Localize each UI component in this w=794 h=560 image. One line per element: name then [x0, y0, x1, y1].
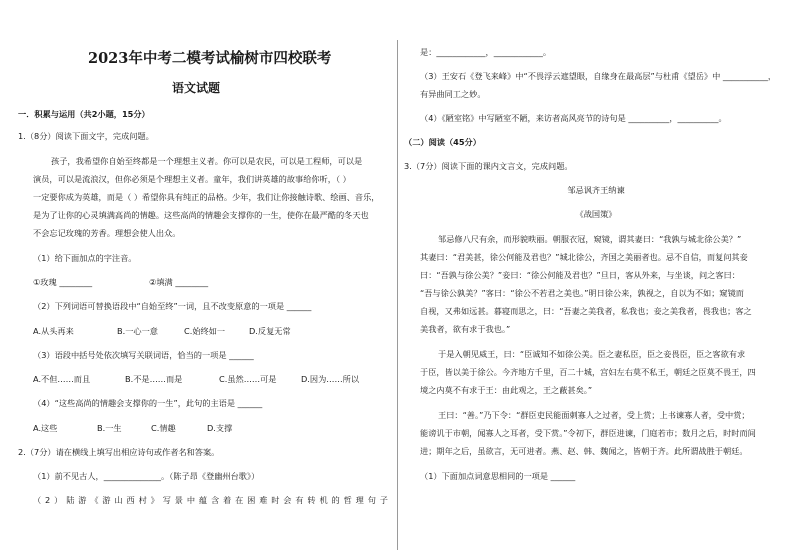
q1-2-prompt: （2）下列词语可替换语段中“自始至终”一词，且不改变原意的一项是 ______ [33, 301, 312, 311]
q1-3-option-c: C.虽然……可是 [219, 374, 277, 384]
story-para1-line4: “吾与徐公孰美？”客曰：“徐公不若君之美也。”明日徐公来，孰视之，自以为不如；窥镜而 [420, 288, 744, 298]
q2-intro: 2.（7分）请在横线上填写出相应诗句或作者名和答案。 [18, 447, 220, 457]
story-para3-line1: 王曰：“善。”乃下令：“群臣吏民能面刺寡人之过者，受上赏；上书谏寡人者，受中赏； [438, 410, 750, 420]
q1-4-prompt: （4）“这些高尚的情趣会支撑你的一生”，此句的主语是 ______ [33, 398, 263, 408]
q1-4-option-c: C.情趣 [151, 423, 176, 433]
story-para1-line6: 美我者，欲有求于我也。” [420, 324, 511, 334]
q3-1-prompt: （1）下面加点词意思相同的一项是 ______ [420, 471, 576, 481]
q2-2-answer-line: 是：____________，____________。 [420, 47, 552, 57]
right-column [398, 0, 794, 560]
passage-line-4: 是为了让你的心灵填满高尚的情趣。这些高尚的情趣会支撑你的一生，使你在最严酷的冬天也 [33, 210, 369, 220]
q1-1-answer-b: ②填满 ________ [149, 277, 209, 287]
q3-intro: 3.（7分）阅读下面的课内文言文，完成问题。 [404, 161, 573, 171]
q1-4-option-d: D.支撑 [207, 423, 233, 433]
q1-3-option-d: D.因为……所以 [301, 374, 360, 384]
q1-2-option-b: B.一心一意 [117, 326, 158, 336]
q1-2-option-a: A.从头再来 [33, 326, 74, 336]
passage-line-2: 演员，可以是流浪汉，但你必须是个理想主义者。童年，我们讲英雄的故事给你听，（ ） [33, 174, 351, 184]
passage-line-1: 孩子，我希望你自始至终都是一个理想主义者。你可以是农民，可以是工程师，可以是 [51, 156, 363, 166]
story-title: 邹忌讽齐王纳谏 [567, 185, 625, 195]
story-para3-line2: 能谤讥于市朝，闻寡人之耳者，受下赏。”令初下，群臣进谏，门庭若市；数月之后，时时而间 [420, 428, 756, 438]
q1-2-option-c: C.始终如一 [184, 326, 226, 336]
story-source: 《战国策》 [575, 209, 617, 219]
q1-3-option-b: B.不是……而是 [125, 374, 183, 384]
exam-subtitle: 语文试题 [172, 81, 221, 95]
section-2-heading: （二）阅读（45分） [404, 137, 481, 147]
q1-3-option-a: A.不但……而且 [33, 374, 91, 384]
story-para3-line3: 进；期年之后，虽欲言，无可进者。燕、赵、韩、魏闻之，皆朝于齐。此所谓战胜于朝廷。 [420, 446, 748, 456]
section-1-heading: 一．积累与运用（共2小题，15分） [18, 109, 150, 119]
story-para2-line3: 境之内莫不有求于王：由此观之，王之蔽甚矣。” [420, 385, 593, 395]
story-para1-line2: 其妻曰：“君美甚，徐公何能及君也？”城北徐公，齐国之美丽者也。忌不自信，而复问其妾 [420, 252, 748, 262]
q1-3-prompt: （3）语段中括号处依次填写关联词语，恰当的一项是 ______ [33, 350, 254, 360]
exam-title: 2023年中考二模考试榆树市四校联考 [88, 50, 332, 67]
q2-3-prompt: （3）王安石《登飞来峰》中“不畏浮云遮望眼，自缘身在最高层”与杜甫《望岳》中 ___________， [420, 71, 777, 81]
story-para2-line1: 于是入朝见威王，曰：“臣诚知不如徐公美。臣之妻私臣，臣之妾畏臣，臣之客欲有求 [438, 349, 746, 359]
q1-4-option-b: B.一生 [97, 423, 122, 433]
q1-2-option-d: D.反复无常 [249, 326, 291, 336]
q2-2-prompt: （2）陆游《游山西村》写景中蕴含着在困难时会有转机的哲理句子 [33, 495, 388, 505]
q2-1-prompt: （1）前不见古人，______________。（陈子昂《登幽州台歌》） [33, 471, 260, 481]
q1-1-answer-a: ①玫瑰 ________ [33, 277, 93, 287]
q1-1-prompt: （1）给下面加点的字注音。 [33, 253, 137, 263]
story-para2-line2: 于臣，皆以美于徐公。今齐地方千里，百二十城，宫妇左右莫不私王，朝廷之臣莫不畏王，四 [420, 367, 756, 377]
q2-4-prompt: （4）《陋室铭》中写陋室不陋，来访者高风亮节的诗句是 __________，__________。 [420, 113, 727, 123]
story-para1-line5: 自视，又弗如远甚。暮寝而思之，曰：“吾妻之美我者，私我也；妾之美我者，畏我也；客之 [420, 306, 752, 316]
passage-line-3: 一定要你成为英雄，而是（ ）希望你具有纯正的品格。少年，我们让你接触诗歌、绘画、音乐， [33, 192, 380, 202]
q1-intro: 1.（8分）阅读下面文字，完成问题。 [18, 131, 154, 141]
story-para1-line1: 邹忌修八尺有余，而形貌昳丽。朝服衣冠，窥镜，谓其妻曰：“我孰与城北徐公美？” [438, 234, 742, 244]
q1-4-option-a: A.这些 [33, 423, 58, 433]
story-para1-line3: 曰：“吾孰与徐公美？”妾曰：“徐公何能及君也？”旦日，客从外来，与坐谈，问之客曰： [420, 270, 740, 280]
q2-3-prompt-cont: 有异曲同工之妙。 [420, 89, 486, 99]
passage-line-5: 不会忘记玫瑰的芳香。理想会使人出众。 [33, 228, 181, 238]
